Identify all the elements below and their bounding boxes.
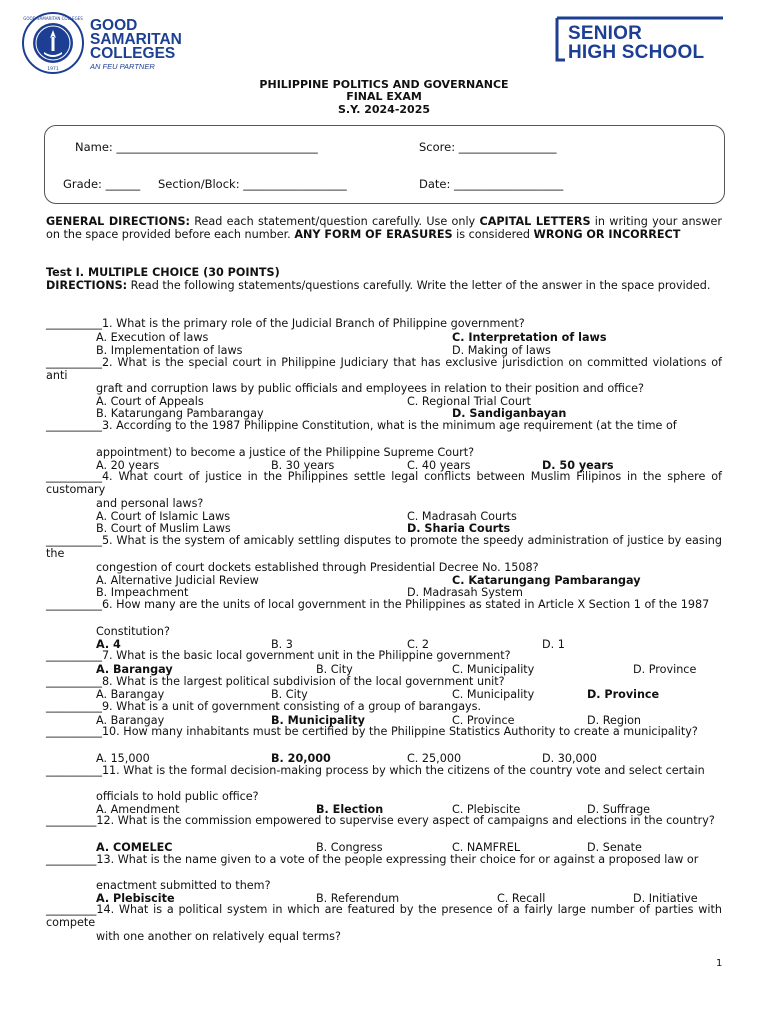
question-4-cont: and personal laws? <box>96 497 204 510</box>
question-13: _________13. What is the name given to a vote of the people expressing their choice for or against a proposed law or <box>46 853 699 866</box>
q7-option-b[interactable]: B. City <box>316 663 353 676</box>
q5-option-b[interactable]: B. Impeachment <box>96 586 189 599</box>
question-6-cont: Constitution? <box>96 625 170 638</box>
question-14-cont: with one another on relatively equal terms? <box>96 930 341 943</box>
q9-option-b[interactable]: B. Municipality <box>271 714 365 727</box>
question-11-cont: officials to hold public office? <box>96 790 259 803</box>
question-13-cont: enactment submitted to them? <box>96 879 271 892</box>
q8-option-b[interactable]: B. City <box>271 688 308 701</box>
question-10: __________10. How many inhabitants must be certified by the Philippine Statistics Authority to create a municipality? <box>46 725 698 738</box>
q13-option-a[interactable]: A. Plebiscite <box>96 892 175 905</box>
question-5: __________5. What is the system of amicably settling disputes to promote the speedy administration of justice by easing the <box>46 534 722 560</box>
q11-option-d[interactable]: D. Suffrage <box>587 803 651 816</box>
q1-option-c[interactable]: C. Interpretation of laws <box>452 331 607 344</box>
q7-option-a[interactable]: A. Barangay <box>96 663 173 676</box>
q4-option-a[interactable]: A. Court of Islamic Laws <box>96 510 231 523</box>
senior-high-text: SENIOR HIGH SCHOOL <box>568 23 705 63</box>
q6-option-d[interactable]: D. 1 <box>542 638 565 651</box>
q11-option-c[interactable]: C. Plebiscite <box>452 803 521 816</box>
school-name: GOOD SAMARITAN COLLEGES <box>90 17 182 62</box>
score-field[interactable]: Score: _________________ <box>419 140 557 154</box>
question-14: _________14. What is a political system in which are featured by the presence of a fairly large number of parties with compete <box>46 903 722 929</box>
question-8: __________8. What is the largest political subdivision of the local government unit? <box>46 675 505 688</box>
q4-option-d[interactable]: D. Sharia Courts <box>407 522 511 535</box>
q10-option-a[interactable]: A. 15,000 <box>96 752 150 765</box>
q1-option-a[interactable]: A. Execution of laws <box>96 331 209 344</box>
q5-option-a[interactable]: A. Alternative Judicial Review <box>96 574 259 587</box>
q5-option-d[interactable]: D. Madrasah System <box>407 586 523 599</box>
grade-field[interactable]: Grade: ______ <box>63 177 141 191</box>
q4-option-b[interactable]: B. Court of Muslim Laws <box>96 522 231 535</box>
q1-option-d[interactable]: D. Making of laws <box>452 344 551 357</box>
q3-option-d[interactable]: D. 50 years <box>542 459 614 472</box>
q13-option-d[interactable]: D. Initiative <box>633 892 698 905</box>
q13-option-b[interactable]: B. Referendum <box>316 892 400 905</box>
q13-option-c[interactable]: C. Recall <box>497 892 546 905</box>
question-3: __________3. According to the 1987 Philippine Constitution, what is the minimum age requirement (at the time of <box>46 419 677 432</box>
q9-option-d[interactable]: D. Region <box>587 714 642 727</box>
q3-option-a[interactable]: A. 20 years <box>96 459 160 472</box>
partner-tagline: AN FEU PARTNER <box>90 62 155 71</box>
q8-option-c[interactable]: C. Municipality <box>452 688 535 701</box>
q11-option-b[interactable]: B. Election <box>316 803 384 816</box>
q7-option-c[interactable]: C. Municipality <box>452 663 535 676</box>
q6-option-b[interactable]: B. 3 <box>271 638 293 651</box>
q9-option-c[interactable]: C. Province <box>452 714 515 727</box>
q4-option-c[interactable]: C. Madrasah Courts <box>407 510 517 523</box>
q2-option-a[interactable]: A. Court of Appeals <box>96 395 204 408</box>
question-11: __________11. What is the formal decision-making process by which the citizens of the country vote and select certain <box>46 764 705 777</box>
q12-option-c[interactable]: C. NAMFREL <box>452 841 521 854</box>
q5-option-c[interactable]: C. Katarungang Pambarangay <box>452 574 641 587</box>
test1-heading: Test I. MULTIPLE CHOICE (30 POINTS) <box>46 266 280 279</box>
q1-option-b[interactable]: B. Implementation of laws <box>96 344 243 357</box>
q10-option-d[interactable]: D. 30,000 <box>542 752 597 765</box>
test1-directions: DIRECTIONS: Read the following statements/questions carefully. Write the letter of the answer in the space provided. <box>46 279 711 292</box>
question-6: __________6. How many are the units of local government in the Philippines as stated in Article X Section 1 of the 1987 <box>46 598 710 611</box>
q8-option-a[interactable]: A. Barangay <box>96 688 165 701</box>
name-field[interactable]: Name: ___________________________________ <box>75 140 318 154</box>
svg-text:GOOD SAMARITAN COLLEGES: GOOD SAMARITAN COLLEGES <box>23 16 83 21</box>
q10-option-c[interactable]: C. 25,000 <box>407 752 462 765</box>
q2-option-b[interactable]: B. Katarungang Pambarangay <box>96 407 264 420</box>
question-3-cont: appointment) to become a justice of the Philippine Supreme Court? <box>96 446 475 459</box>
question-1: __________1. What is the primary role of the Judicial Branch of Philippine government? <box>46 317 525 330</box>
q12-option-b[interactable]: B. Congress <box>316 841 383 854</box>
question-5-cont: congestion of court dockets established through Presidential Decree No. 1508? <box>96 561 539 574</box>
q6-option-c[interactable]: C. 2 <box>407 638 430 651</box>
q11-option-a[interactable]: A. Amendment <box>96 803 180 816</box>
question-9: __________9. What is a unit of government consisting of a group of barangays. <box>46 700 482 713</box>
page-number: 1 <box>716 958 723 969</box>
question-7: __________7. What is the basic local government unit in the Philippine government? <box>46 649 511 662</box>
question-4: __________4. What court of justice in the Philippines settle legal conflicts between Muslim Filipinos in the sphere of customary <box>46 470 722 496</box>
student-info-box <box>44 125 725 204</box>
q3-option-b[interactable]: B. 30 years <box>271 459 335 472</box>
q9-option-a[interactable]: A. Barangay <box>96 714 165 727</box>
school-year: S.Y. 2024-2025 <box>337 103 431 116</box>
q10-option-b[interactable]: B. 20,000 <box>271 752 331 765</box>
question-12: _________12. What is the commission empowered to supervise every aspect of campaigns and elections in the country? <box>46 814 715 827</box>
question-2-cont: graft and corruption laws by public officials and employees in relation to their position and office? <box>96 382 644 395</box>
q8-option-d[interactable]: D. Province <box>587 688 660 701</box>
subject-title: PHILIPPINE POLITICS AND GOVERNANCE <box>259 78 509 91</box>
section-field[interactable]: Section/Block: __________________ <box>158 177 347 191</box>
svg-text:1971: 1971 <box>47 67 59 72</box>
date-field[interactable]: Date: ___________________ <box>419 177 564 191</box>
exam-title: FINAL EXAM <box>346 90 422 103</box>
q6-option-a[interactable]: A. 4 <box>96 638 121 651</box>
general-directions: GENERAL DIRECTIONS: Read each statement/question carefully. Use only CAPITAL LETTERS in writing your answer on the space provided before each number. ANY FORM OF ERASURES is considered WRONG OR INCORRECT <box>46 215 723 241</box>
q12-option-a[interactable]: A. COMELEC <box>96 841 173 854</box>
q7-option-d[interactable]: D. Province <box>633 663 697 676</box>
q12-option-d[interactable]: D. Senate <box>587 841 642 854</box>
q3-option-c[interactable]: C. 40 years <box>407 459 471 472</box>
q2-option-d[interactable]: D. Sandiganbayan <box>452 407 567 420</box>
q2-option-c[interactable]: C. Regional Trial Court <box>407 395 531 408</box>
school-seal-logo <box>22 12 84 74</box>
question-2: __________2. What is the special court in Philippine Judiciary that has exclusive jurisdiction on committed violations of anti <box>46 356 722 382</box>
seal-icon <box>22 12 84 74</box>
